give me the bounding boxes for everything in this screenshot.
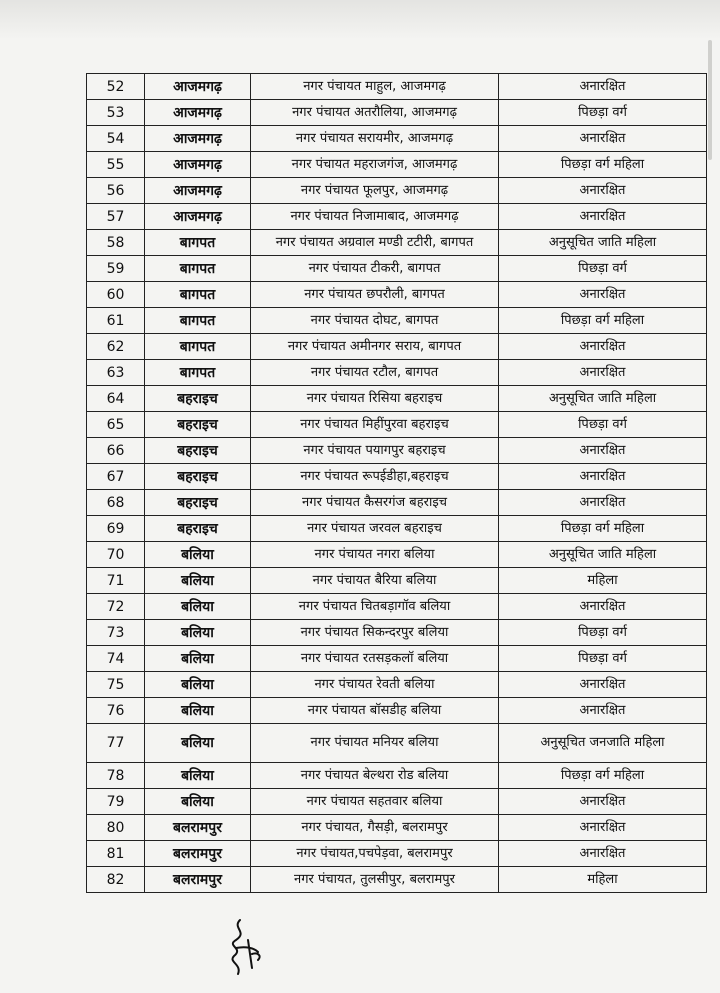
serial-number-cell: 53	[87, 100, 145, 126]
reservation-category-cell: पिछड़ा वर्ग महिला	[499, 516, 707, 542]
reservation-category-cell: पिछड़ा वर्ग महिला	[499, 763, 707, 789]
serial-number-cell: 79	[87, 789, 145, 815]
nagar-panchayat-name-cell: नगर पंचायत रूपईडीहा,बहराइच	[251, 464, 499, 490]
district-cell: आजमगढ़	[145, 152, 251, 178]
nagar-panchayat-name-cell: नगर पंचायत नगरा बलिया	[251, 542, 499, 568]
reservation-category-cell: अनारक्षित	[499, 204, 707, 230]
serial-number-cell: 77	[87, 724, 145, 763]
table-row	[87, 815, 707, 841]
reservation-category-cell: अनारक्षित	[499, 126, 707, 152]
table-row	[87, 100, 707, 126]
reservation-category-cell: महिला	[499, 568, 707, 594]
reservation-category-cell: पिछड़ा वर्ग	[499, 646, 707, 672]
table-row	[87, 386, 707, 412]
district-cell: बलरामपुर	[145, 841, 251, 867]
table-row	[87, 152, 707, 178]
nagar-panchayat-name-cell: नगर पंचायत छपरौली, बागपत	[251, 282, 499, 308]
nagar-panchayat-name-cell: नगर पंचायत अग्रवाल मण्डी टटीरी, बागपत	[251, 230, 499, 256]
table-row	[87, 74, 707, 100]
table-row	[87, 841, 707, 867]
table-row	[87, 568, 707, 594]
district-cell: आजमगढ़	[145, 126, 251, 152]
serial-number-cell: 64	[87, 386, 145, 412]
district-cell: आजमगढ़	[145, 100, 251, 126]
reservation-category-cell: पिछड़ा वर्ग	[499, 100, 707, 126]
nagar-panchayat-name-cell: नगर पंचायत कैसरगंज बहराइच	[251, 490, 499, 516]
reservation-category-cell: अनुसूचित जाति महिला	[499, 542, 707, 568]
serial-number-cell: 63	[87, 360, 145, 386]
reservation-category-cell: पिछड़ा वर्ग	[499, 412, 707, 438]
nagar-panchayat-name-cell: नगर पंचायत निजामाबाद, आजमगढ़	[251, 204, 499, 230]
table-row	[87, 256, 707, 282]
nagar-panchayat-name-cell: नगर पंचायत रटौल, बागपत	[251, 360, 499, 386]
nagar-panchayat-name-cell: नगर पंचायत,पचपेड़वा, बलरामपुर	[251, 841, 499, 867]
serial-number-cell: 58	[87, 230, 145, 256]
table-row	[87, 204, 707, 230]
reservation-category-cell: अनुसूचित जाति महिला	[499, 386, 707, 412]
district-cell: बहराइच	[145, 438, 251, 464]
reservation-category-cell: अनारक्षित	[499, 672, 707, 698]
table-row	[87, 724, 707, 763]
serial-number-cell: 80	[87, 815, 145, 841]
reservation-category-cell: पिछड़ा वर्ग	[499, 256, 707, 282]
table-row	[87, 308, 707, 334]
serial-number-cell: 60	[87, 282, 145, 308]
nagar-panchayat-name-cell: नगर पंचायत, तुलसीपुर, बलरामपुर	[251, 867, 499, 893]
district-cell: बलिया	[145, 763, 251, 789]
nagar-panchayat-name-cell: नगर पंचायत चितबड़ागॉव बलिया	[251, 594, 499, 620]
reservation-category-cell: अनारक्षित	[499, 698, 707, 724]
serial-number-cell: 69	[87, 516, 145, 542]
nagar-panchayat-name-cell: नगर पंचायत दोघट, बागपत	[251, 308, 499, 334]
district-cell: आजमगढ़	[145, 178, 251, 204]
nagar-panchayat-name-cell: नगर पंचायत सहतवार बलिया	[251, 789, 499, 815]
serial-number-cell: 70	[87, 542, 145, 568]
table-row	[87, 789, 707, 815]
table-body	[87, 74, 707, 893]
district-cell: बागपत	[145, 308, 251, 334]
table-row	[87, 698, 707, 724]
reservation-category-cell: अनारक्षित	[499, 438, 707, 464]
district-cell: बलिया	[145, 646, 251, 672]
scan-top-shadow	[0, 0, 720, 40]
district-cell: आजमगढ़	[145, 204, 251, 230]
serial-number-cell: 67	[87, 464, 145, 490]
reservation-category-cell: अनारक्षित	[499, 841, 707, 867]
district-cell: बहराइच	[145, 464, 251, 490]
reservation-category-cell: अनुसूचित जाति महिला	[499, 230, 707, 256]
table-row	[87, 620, 707, 646]
nagar-panchayat-name-cell: नगर पंचायत, गैसड़ी, बलरामपुर	[251, 815, 499, 841]
serial-number-cell: 76	[87, 698, 145, 724]
serial-number-cell: 78	[87, 763, 145, 789]
reservation-category-cell: अनारक्षित	[499, 789, 707, 815]
serial-number-cell: 72	[87, 594, 145, 620]
reservation-category-cell: महिला	[499, 867, 707, 893]
table-row	[87, 126, 707, 152]
serial-number-cell: 57	[87, 204, 145, 230]
district-cell: बलरामपुर	[145, 815, 251, 841]
table-row	[87, 282, 707, 308]
table-row	[87, 490, 707, 516]
reservation-category-cell: अनारक्षित	[499, 594, 707, 620]
reservation-category-cell: पिछड़ा वर्ग महिला	[499, 308, 707, 334]
nagar-panchayat-name-cell: नगर पंचायत बैरिया बलिया	[251, 568, 499, 594]
district-cell: बहराइच	[145, 386, 251, 412]
nagar-panchayat-name-cell: नगर पंचायत फूलपुर, आजमगढ़	[251, 178, 499, 204]
district-cell: बलिया	[145, 568, 251, 594]
nagar-panchayat-name-cell: नगर पंचायत बॉसडीह बलिया	[251, 698, 499, 724]
reservation-category-cell: अनारक्षित	[499, 360, 707, 386]
table-row	[87, 360, 707, 386]
table-row	[87, 464, 707, 490]
reservation-category-cell: अनुसूचित जनजाति महिला	[499, 724, 707, 763]
table-row	[87, 763, 707, 789]
table-row	[87, 334, 707, 360]
nagar-panchayat-name-cell: नगर पंचायत रतसड़कलॉ बलिया	[251, 646, 499, 672]
district-cell: आजमगढ़	[145, 74, 251, 100]
nagar-panchayat-name-cell: नगर पंचायत मिहींपुरवा बहराइच	[251, 412, 499, 438]
nagar-panchayat-name-cell: नगर पंचायत रेवती बलिया	[251, 672, 499, 698]
serial-number-cell: 73	[87, 620, 145, 646]
nagar-panchayat-name-cell: नगर पंचायत महराजगंज, आजमगढ़	[251, 152, 499, 178]
nagar-panchayat-name-cell: नगर पंचायत सरायमीर, आजमगढ़	[251, 126, 499, 152]
district-cell: बलिया	[145, 789, 251, 815]
district-cell: बलिया	[145, 672, 251, 698]
nagar-panchayat-name-cell: नगर पंचायत टीकरी, बागपत	[251, 256, 499, 282]
nagar-panchayat-name-cell: नगर पंचायत माहुल, आजमगढ़	[251, 74, 499, 100]
nagar-panchayat-name-cell: नगर पंचायत पयागपुर बहराइच	[251, 438, 499, 464]
table-row	[87, 646, 707, 672]
table-row	[87, 594, 707, 620]
serial-number-cell: 66	[87, 438, 145, 464]
district-cell: बागपत	[145, 360, 251, 386]
table-row	[87, 178, 707, 204]
reservation-category-cell: अनारक्षित	[499, 464, 707, 490]
district-cell: बागपत	[145, 256, 251, 282]
serial-number-cell: 59	[87, 256, 145, 282]
serial-number-cell: 55	[87, 152, 145, 178]
district-cell: बागपत	[145, 282, 251, 308]
nagar-panchayat-name-cell: नगर पंचायत मनियर बलिया	[251, 724, 499, 763]
serial-number-cell: 52	[87, 74, 145, 100]
reservation-category-cell: अनारक्षित	[499, 282, 707, 308]
reservation-category-cell: पिछड़ा वर्ग	[499, 620, 707, 646]
serial-number-cell: 75	[87, 672, 145, 698]
table-row	[87, 412, 707, 438]
serial-number-cell: 65	[87, 412, 145, 438]
district-cell: बलिया	[145, 698, 251, 724]
district-cell: बलरामपुर	[145, 867, 251, 893]
serial-number-cell: 81	[87, 841, 145, 867]
reservation-category-cell: अनारक्षित	[499, 178, 707, 204]
table-row	[87, 867, 707, 893]
serial-number-cell: 82	[87, 867, 145, 893]
district-cell: बलिया	[145, 542, 251, 568]
nagar-panchayat-name-cell: नगर पंचायत रिसिया बहराइच	[251, 386, 499, 412]
serial-number-cell: 54	[87, 126, 145, 152]
reservation-table	[86, 73, 707, 893]
district-cell: बागपत	[145, 230, 251, 256]
district-cell: बलिया	[145, 620, 251, 646]
nagar-panchayat-name-cell: नगर पंचायत जरवल बहराइच	[251, 516, 499, 542]
serial-number-cell: 56	[87, 178, 145, 204]
nagar-panchayat-name-cell: नगर पंचायत बेल्थरा रोड बलिया	[251, 763, 499, 789]
nagar-panchayat-name-cell: नगर पंचायत अमीनगर सराय, बागपत	[251, 334, 499, 360]
handwritten-signature	[218, 918, 268, 978]
district-cell: बहराइच	[145, 412, 251, 438]
serial-number-cell: 61	[87, 308, 145, 334]
district-cell: बागपत	[145, 334, 251, 360]
reservation-category-cell: अनारक्षित	[499, 74, 707, 100]
nagar-panchayat-name-cell: नगर पंचायत अतरौलिया, आजमगढ़	[251, 100, 499, 126]
district-cell: बहराइच	[145, 490, 251, 516]
table-row	[87, 542, 707, 568]
scan-edge-mark	[708, 40, 712, 160]
serial-number-cell: 71	[87, 568, 145, 594]
reservation-category-cell: अनारक्षित	[499, 334, 707, 360]
nagar-panchayat-name-cell: नगर पंचायत सिकन्दरपुर बलिया	[251, 620, 499, 646]
serial-number-cell: 68	[87, 490, 145, 516]
serial-number-cell: 62	[87, 334, 145, 360]
reservation-category-cell: अनारक्षित	[499, 490, 707, 516]
table-row	[87, 672, 707, 698]
district-cell: बलिया	[145, 594, 251, 620]
district-cell: बलिया	[145, 724, 251, 763]
reservation-category-cell: अनारक्षित	[499, 815, 707, 841]
serial-number-cell: 74	[87, 646, 145, 672]
reservation-category-cell: पिछड़ा वर्ग महिला	[499, 152, 707, 178]
table-row	[87, 230, 707, 256]
table-row	[87, 438, 707, 464]
table-row	[87, 516, 707, 542]
district-cell: बहराइच	[145, 516, 251, 542]
